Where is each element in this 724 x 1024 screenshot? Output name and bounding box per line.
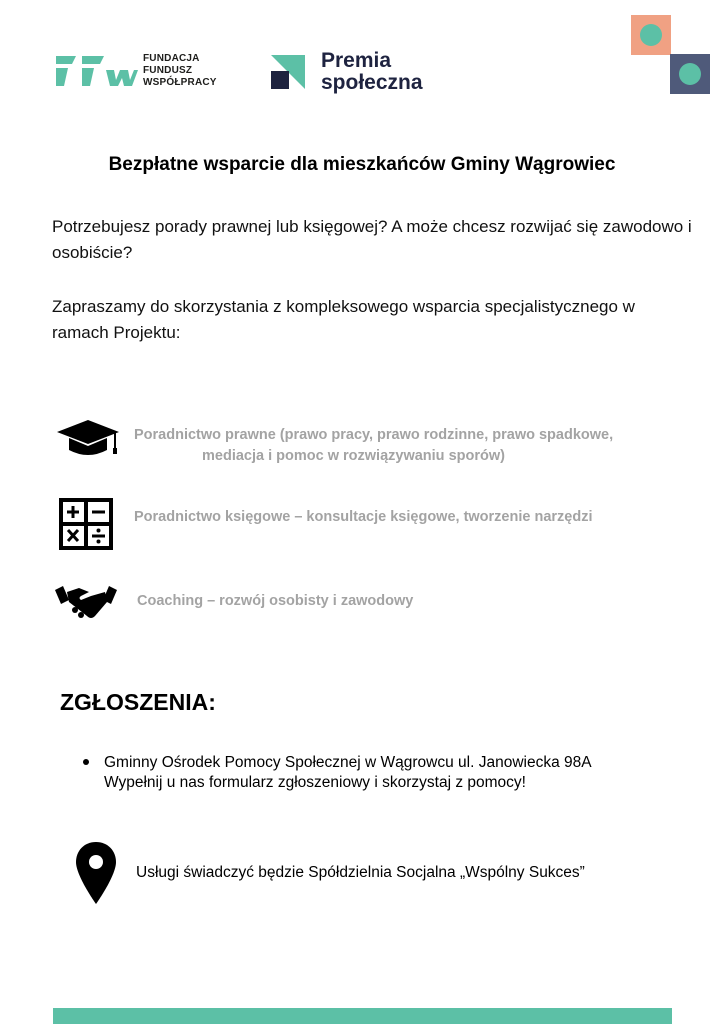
decorative-squares bbox=[624, 0, 724, 100]
graduation-cap-icon bbox=[55, 418, 121, 460]
intro-paragraph: Zapraszamy do skorzystania z kompleksowego wsparcia specjalistycznego w ramach Projektu: bbox=[52, 297, 635, 342]
ffw-logo-line: FUNDUSZ bbox=[143, 65, 193, 76]
premia-logo-line: Premia bbox=[321, 49, 392, 72]
ffw-logo-line: FUNDACJA bbox=[143, 53, 200, 64]
ffw-logo-text bbox=[143, 53, 217, 89]
intro-paragraph: Potrzebujesz porady prawnej lub księgowej? A może chcesz rozwijać się zawodowo i osobiście? bbox=[52, 217, 692, 262]
page-title: Bezpłatne wsparcie dla mieszkańców Gminy Wągrowiec bbox=[108, 154, 616, 175]
location-pin-icon bbox=[76, 842, 116, 906]
applications-heading: ZGŁOSZENIA: bbox=[60, 689, 216, 715]
premia-logo-line: społeczna bbox=[321, 71, 423, 94]
applications-bullet-line1: Gminny Ośrodek Pomocy Społecznej w Wągrowcu ul. Janowiecka 98A bbox=[104, 754, 592, 771]
calculator-icon bbox=[59, 498, 113, 550]
provider-info: Usługi świadczyć będzie Spółdzielnia Socjalna „Wspólny Sukces” bbox=[136, 864, 585, 881]
footer-bar bbox=[53, 1008, 672, 1024]
bullet-icon bbox=[83, 759, 89, 765]
ffw-logo-mark bbox=[54, 52, 138, 88]
service-accounting: Poradnictwo księgowe – konsultacje księgowe, tworzenie narzędzi bbox=[134, 509, 593, 525]
service-legal bbox=[134, 425, 694, 467]
ffw-logo-line: WSPÓŁPRACY bbox=[143, 77, 217, 88]
applications-bullet-line2: Wypełnij u nas formularz zgłoszeniowy i skorzystaj z pomocy! bbox=[104, 774, 526, 791]
handshake-icon bbox=[55, 584, 117, 622]
service-legal-line1: Poradnictwo prawne (prawo pracy, prawo rodzinne, prawo spadkowe, bbox=[134, 427, 614, 443]
service-legal-line2: mediacja i pomoc w rozwiązywaniu sporów) bbox=[202, 448, 505, 464]
service-coaching: Coaching – rozwój osobisty i zawodowy bbox=[137, 593, 414, 609]
premia-logo-text bbox=[321, 50, 423, 94]
applications-bullet bbox=[104, 753, 684, 793]
premia-logo-mark bbox=[271, 55, 307, 91]
